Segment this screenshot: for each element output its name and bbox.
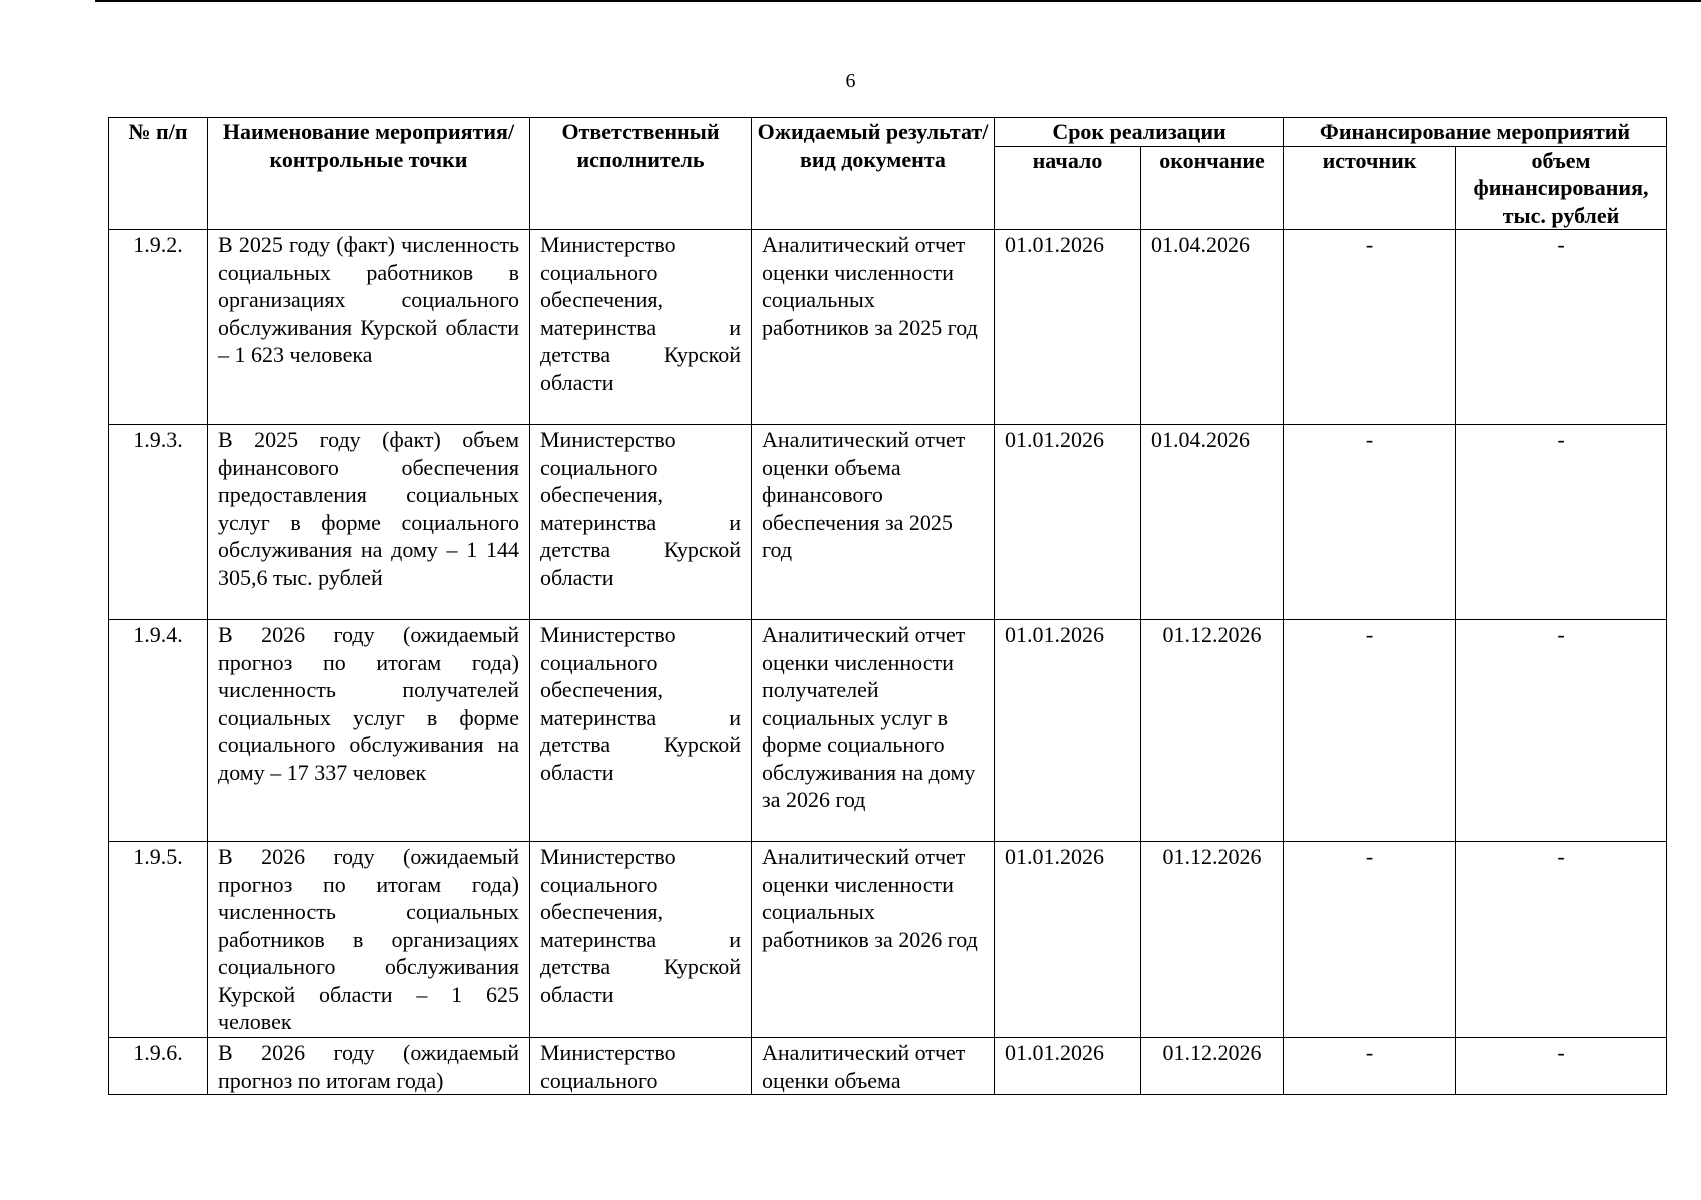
header-start: начало [995,146,1141,230]
row-volume: - [1456,1038,1667,1095]
header-name: Наименование мероприятия/контрольные точки [208,118,530,230]
row-end: 01.12.2026 [1141,842,1284,1038]
row-result: Аналитический отчет оценки объема [752,1038,995,1095]
row-num: 1.9.5. [109,842,208,1038]
row-name: В 2026 году (ожидаемый прогноз по итогам года) численность получателей социальных услуг в форме социального обслуживания на дому – 17 337 человек [208,620,530,842]
action-plan-table [108,117,1667,1095]
row-start: 01.01.2026 [995,620,1141,842]
row-executor: Министерство социального обеспечения, материнства и детства Курской области [530,425,752,620]
header-financing: Финансирование мероприятий [1284,118,1667,147]
header-period: Срок реализации [995,118,1284,147]
table-row [109,425,1667,620]
row-executor: Министерство социального обеспечения, материнства и детства Курской области [530,230,752,425]
row-result: Аналитический отчет оценки объема финансового обеспечения за 2025 год [752,425,995,620]
row-end: 01.04.2026 [1141,425,1284,620]
table-row [109,230,1667,425]
page-number: 6 [845,70,856,92]
top-border-line [95,0,1701,2]
row-executor: Министерство социального обеспечения, материнства и детства Курской области [530,842,752,1038]
row-name: В 2025 году (факт) объем финансового обеспечения предоставления социальных услуг в форме социального обслуживания на дому – 1 144 305,6 тыс. рублей [208,425,530,620]
row-volume: - [1456,842,1667,1038]
row-volume: - [1456,425,1667,620]
row-result: Аналитический отчет оценки численности социальных работников за 2025 год [752,230,995,425]
row-result: Аналитический отчет оценки численности получателей социальных услуг в форме социального обслуживания на дому за 2026 год [752,620,995,842]
row-source: - [1284,842,1456,1038]
table-row [109,842,1667,1038]
row-source: - [1284,425,1456,620]
header-source: источник [1284,146,1456,230]
table-header [109,118,1667,230]
header-num: № п/п [109,118,208,230]
row-start: 01.01.2026 [995,1038,1141,1095]
table-row [109,1038,1667,1095]
row-source: - [1284,1038,1456,1095]
row-source: - [1284,230,1456,425]
row-end: 01.04.2026 [1141,230,1284,425]
row-end: 01.12.2026 [1141,1038,1284,1095]
header-end: окончание [1141,146,1284,230]
row-start: 01.01.2026 [995,425,1141,620]
row-volume: - [1456,230,1667,425]
row-name: В 2025 году (факт) численность социальных работников в организациях социального обслуживания Курской области – 1 623 человека [208,230,530,425]
row-num: 1.9.2. [109,230,208,425]
row-result: Аналитический отчет оценки численности социальных работников за 2026 год [752,842,995,1038]
row-volume: - [1456,620,1667,842]
table-row [109,620,1667,842]
row-end: 01.12.2026 [1141,620,1284,842]
row-name: В 2026 году (ожидаемый прогноз по итогам года) численность социальных работников в организациях социального обслуживания Курской области – 1 625 человек [208,842,530,1038]
header-result: Ожидаемый результат/вид документа [752,118,995,230]
row-executor: Министерство социального [530,1038,752,1095]
row-executor: Министерство социального обеспечения, материнства и детства Курской области [530,620,752,842]
row-num: 1.9.6. [109,1038,208,1095]
row-start: 01.01.2026 [995,230,1141,425]
row-num: 1.9.3. [109,425,208,620]
row-num: 1.9.4. [109,620,208,842]
row-source: - [1284,620,1456,842]
row-name: В 2026 году (ожидаемый прогноз по итогам года) [208,1038,530,1095]
header-volume: объем финансирования, тыс. рублей [1456,146,1667,230]
header-executor: Ответственный исполнитель [530,118,752,230]
row-start: 01.01.2026 [995,842,1141,1038]
